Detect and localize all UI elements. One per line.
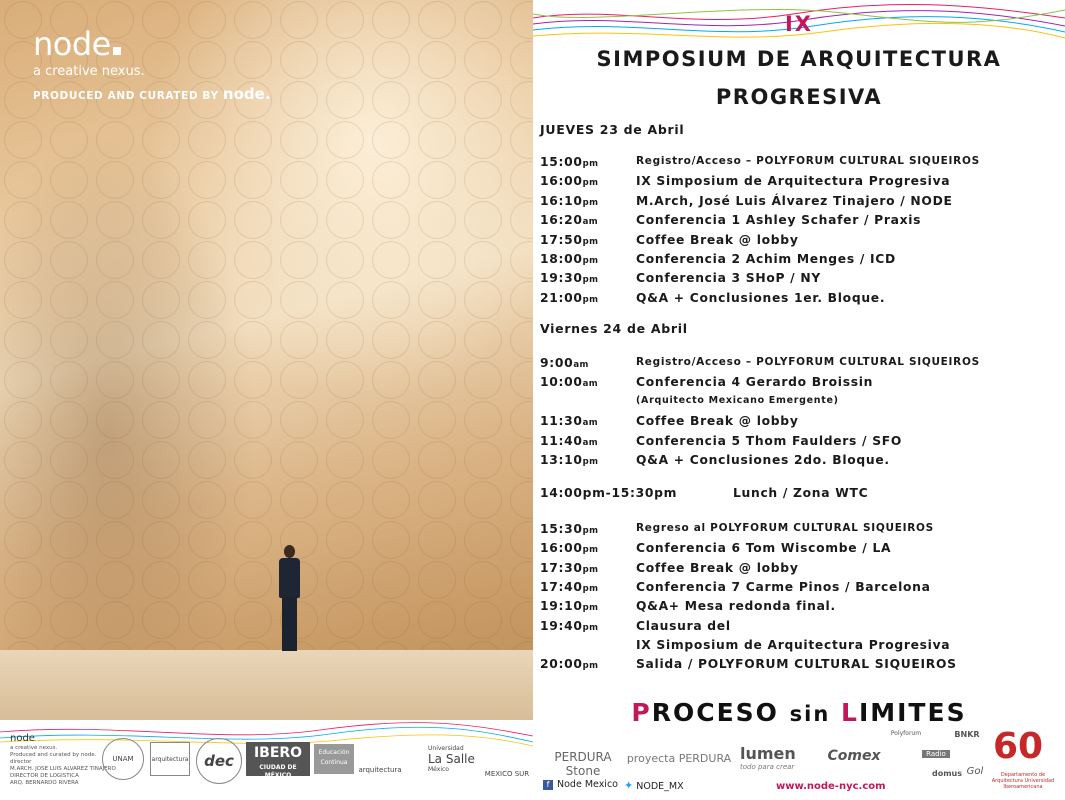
- footer-node-logo: node: [10, 733, 35, 744]
- schedule-desc: Salida / POLYFORUM CULTURAL SIQUEIROS: [636, 657, 957, 672]
- website-link[interactable]: www.node-nyc.com: [776, 781, 886, 792]
- schedule-time: 16:20am: [540, 213, 599, 228]
- schedule-row: [540, 356, 1065, 374]
- schedule-row: [540, 638, 1065, 656]
- mexico-sur-logo: MEXICO SUR: [484, 770, 530, 778]
- schedule-row: [540, 291, 1065, 309]
- slogan: PROCESO sin LIMITES: [631, 698, 967, 727]
- schedule-row: [540, 375, 1065, 393]
- schedule-row: [540, 522, 1065, 540]
- schedule-row: [540, 599, 1065, 617]
- schedule-desc: Q&A+ Mesa redonda final.: [636, 599, 836, 614]
- schedule-time: 11:40am: [540, 433, 599, 448]
- schedule-desc: Conferencia 6 Tom Wiscombe / LA: [636, 541, 892, 556]
- program-panel: [533, 0, 1065, 800]
- schedule-desc: Coffee Break @ lobby: [636, 560, 799, 575]
- day1-label: JUEVES 23 de Abril: [540, 122, 685, 137]
- sponsor-polyforum: Polyforum: [890, 730, 922, 737]
- schedule-desc: Q&A + Conclusiones 1er. Bloque.: [636, 290, 886, 305]
- unam-logo: UNAM: [102, 738, 144, 780]
- wood-cell-pattern: [0, 0, 533, 720]
- day2-label: Viernes 24 de Abril: [540, 321, 688, 336]
- schedule-desc: Conferencia 7 Carme Pinos / Barcelona: [636, 579, 931, 594]
- schedule-row: [540, 155, 1065, 173]
- node-brand: [33, 25, 271, 103]
- schedule-desc: IX Simposium de Arquitectura Progresiva: [636, 174, 951, 189]
- lunch-time: 14:00pm-15:30pm: [540, 486, 678, 500]
- lunch-desc: Lunch / Zona WTC: [733, 486, 869, 500]
- person-figure: [276, 545, 304, 655]
- twitter-link[interactable]: ✦ NODE_MX: [624, 779, 684, 792]
- schedule-time: 17:40pm: [540, 579, 599, 594]
- schedule-desc: M.Arch, José Luis Álvarez Tinajero / NODE: [636, 193, 953, 208]
- schedule-row: [540, 395, 1065, 413]
- sponsor-radio: Radio: [922, 750, 950, 758]
- page-title-line2: PROGRESIVA: [715, 85, 883, 109]
- schedule-row: [540, 414, 1065, 432]
- hero-photo: [0, 0, 533, 720]
- schedule-desc: Conferencia 5 Thom Faulders / SFO: [636, 433, 903, 448]
- schedule-desc: Registro/Acceso – POLYFORUM CULTURAL SIQUEIROS: [636, 356, 980, 368]
- anniversary-caption: Departamento de Arquitectura Universidad Iberoamericana: [991, 772, 1055, 790]
- schedule-row: [540, 434, 1065, 452]
- schedule-time: 13:10pm: [540, 453, 599, 467]
- schedule-desc: Coffee Break @ lobby: [636, 414, 799, 429]
- edition-number: IX: [784, 12, 813, 36]
- schedule-row: [540, 541, 1065, 559]
- footer-credits: a creative nexus. Produced and curated by node. director M.ARCH. JOSE LUIS ALVAREZ TINAJERO DIRECTOR DE LOGISTICA ARQ. BERNARDO RIVERA: [10, 745, 116, 786]
- schedule-desc: Q&A + Conclusiones 2do. Bloque.: [636, 453, 890, 467]
- educacion-continua-logo: Educación Continua: [314, 744, 354, 774]
- facebook-icon: f: [543, 780, 553, 790]
- proyecta-perdura-logo: proyecta PERDURA: [626, 752, 732, 765]
- lunch-row: [540, 486, 869, 500]
- schedule-time: 15:30pm: [540, 522, 599, 536]
- schedule-row: [540, 580, 1065, 598]
- dec-logo: dec: [196, 738, 242, 784]
- schedule-time: 19:40pm: [540, 618, 599, 633]
- schedule-row: [540, 561, 1065, 579]
- floor: [0, 650, 533, 720]
- schedule-time: 17:30pm: [540, 560, 599, 575]
- schedule-row: [540, 194, 1065, 212]
- lasalle-logo: Universidad La Salle México: [428, 745, 475, 773]
- arquitectura-figure-logo: arquitectura: [358, 766, 402, 774]
- schedule-desc: Clausura del: [636, 618, 731, 633]
- sponsor-domus: domus: [931, 769, 962, 778]
- sponsor-gol: Gol: [966, 766, 984, 777]
- schedule-time: 17:50pm: [540, 232, 599, 247]
- schedule-time: 20:00pm: [540, 657, 599, 672]
- schedule-desc: Conferencia 3 SHoP / NY: [636, 271, 821, 286]
- schedule-row: [540, 657, 1065, 675]
- schedule-time: 16:00pm: [540, 541, 599, 556]
- schedule-row: [540, 252, 1065, 270]
- anniversary-logo: 60: [992, 726, 1044, 767]
- arquitectura-logo: arquitectura: [150, 742, 190, 776]
- produced-by: PRODUCED AND CURATED BY node.: [33, 85, 271, 103]
- schedule-time: 15:00pm: [540, 155, 599, 169]
- schedule-row: [540, 174, 1065, 192]
- node-logo: node: [33, 28, 271, 60]
- sponsor-bnkr: BNKR: [954, 730, 980, 739]
- schedule-time: 18:00pm: [540, 252, 599, 266]
- schedule-time: 16:10pm: [540, 193, 599, 208]
- schedule-row: [540, 453, 1065, 471]
- schedule-row: [540, 213, 1065, 231]
- schedule-time: 16:00pm: [540, 174, 599, 189]
- schedule-time: 19:30pm: [540, 271, 599, 286]
- schedule-time: 19:10pm: [540, 599, 599, 614]
- schedule-desc: Coffee Break @ lobby: [636, 232, 799, 247]
- schedule-desc: Conferencia 1 Ashley Schafer / Praxis: [636, 213, 922, 228]
- schedule-desc: Registro/Acceso – POLYFORUM CULTURAL SIQUEIROS: [636, 155, 980, 167]
- schedule-time: 10:00am: [540, 375, 599, 390]
- schedule-desc: Conferencia 2 Achim Menges / ICD: [636, 252, 896, 266]
- schedule-time: 21:00pm: [540, 290, 599, 305]
- schedule-desc: IX Simposium de Arquitectura Progresiva: [636, 637, 951, 652]
- schedule-row: [540, 271, 1065, 289]
- schedule-desc: Conferencia 4 Gerardo Broissin: [636, 375, 874, 390]
- schedule-row: [540, 619, 1065, 637]
- perdura-stone-logo: PERDURA Stone: [554, 750, 612, 778]
- schedule-desc: (Arquitecto Mexicano Emergente): [636, 394, 839, 406]
- twitter-icon: ✦: [624, 779, 634, 792]
- ibero-logo: IBERO CIUDAD DE MÉXICO: [246, 742, 310, 776]
- comex-logo: Comex: [827, 748, 881, 764]
- schedule-time: 9:00am: [540, 356, 589, 370]
- lumen-logo: lumen todo para crear: [740, 744, 796, 771]
- schedule-time: 11:30am: [540, 414, 599, 429]
- page-title-line1: SIMPOSIUM DE ARQUITECTURA: [596, 47, 1002, 71]
- schedule-row: [540, 233, 1065, 251]
- brand-tagline: a creative nexus.: [33, 64, 145, 79]
- schedule-desc: Regreso al POLYFORUM CULTURAL SIQUEIROS: [636, 522, 934, 534]
- facebook-link[interactable]: f Node Mexico: [543, 779, 618, 790]
